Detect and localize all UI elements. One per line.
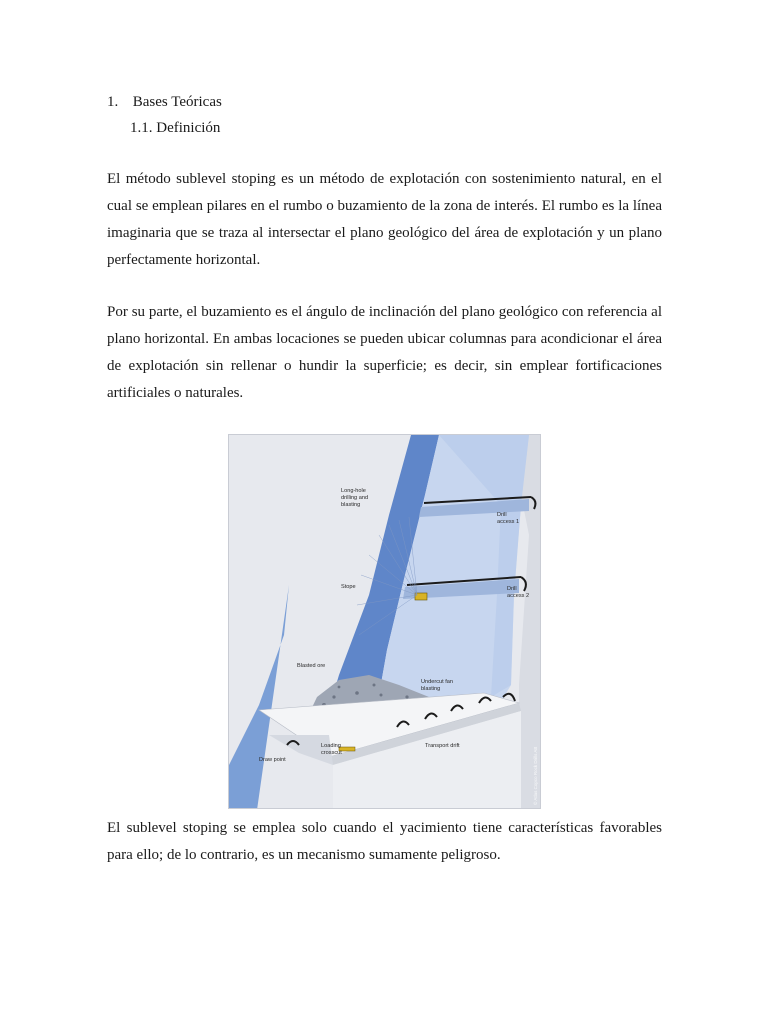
label-undercut-2: blasting: [421, 686, 441, 692]
label-drill-access-1b: access 1: [497, 519, 520, 525]
paragraph-definition: El método sublevel stoping es un método de explotación con sostenimiento natural, en el cual se emplean pilares en el rumbo o buzamiento de la zona de interés. El rumbo es la línea imaginaria que se traza al intersectar el plano geológico del área de explotación y un plano perfectamente horizontal.: [107, 171, 662, 268]
subsection-heading: 1.1. Definición: [130, 120, 221, 136]
figure-credit: © Atlas Copco Rock Drills AB: [533, 746, 538, 805]
label-drill-access-2b: access 2: [507, 593, 530, 599]
label-transport-drift: Transport drift: [425, 743, 460, 749]
sublevel-stoping-diagram: [228, 434, 541, 809]
label-loading-crosscut: Loading: [321, 743, 341, 749]
label-loading-crosscut-2: crosscut: [321, 750, 342, 756]
label-drill-access-1: Drill: [497, 512, 507, 518]
section-title: Bases Teóricas: [132, 94, 222, 110]
section-number: 1.: [107, 94, 119, 110]
label-stope: Stope: [341, 584, 356, 590]
label-long-hole-2: drilling and: [341, 495, 369, 501]
section-heading: [107, 92, 222, 112]
label-long-hole-3: blasting: [341, 502, 361, 508]
paragraph-buzamiento: Por su parte, el buzamiento es el ángulo de inclinación del plano geológico con referencia al plano horizontal. En ambas locaciones se pueden ubicar columnas para acondicionar el área de explotación sin rellenar o hundir la superficie; es decir, sin emplear fortificaciones artificiales o naturales.: [107, 304, 662, 401]
label-long-hole: Long-hole: [341, 488, 366, 494]
label-blasted-ore: Blasted ore: [297, 663, 326, 669]
label-draw-point: Draw point: [259, 757, 286, 763]
label-undercut: Undercut fan: [421, 679, 454, 685]
label-drill-access-2: Drill: [507, 586, 517, 592]
paragraph-conclusion: El sublevel stoping se emplea solo cuando el yacimiento tiene características favorables para ello; de lo contrario, es un mecanismo sumamente peligroso.: [107, 820, 662, 863]
